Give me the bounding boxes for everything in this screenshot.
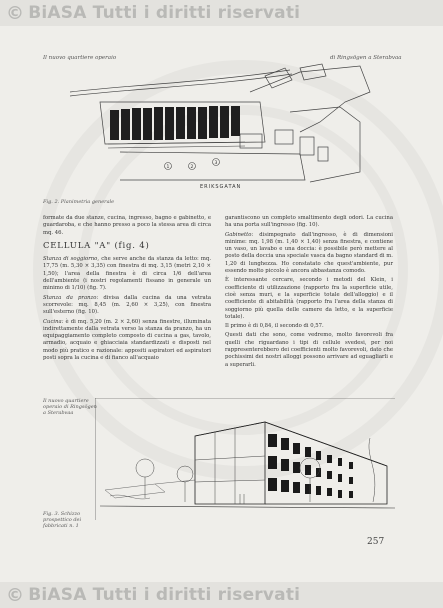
plan-marker-3: 3: [214, 161, 218, 166]
plan-marker-2: 2: [190, 165, 194, 170]
p1-label: Stanza di soggiorno,: [43, 256, 100, 263]
right-p2-text: disimpegnato dall'ingresso, è di dimensioni minime: mq. 1,98 (m. 1,40 × 1,40) senza finestra, e contiene un vaso, un lavabo e una doccia: è possibile però mettere al posto della doccia una speciale vasca da bagno standard di m. 1,20 di lunghezza. Ho constatato che quest'ambiente, pur essendo molto piccolo è ancora abbastanza comodo.: [225, 231, 393, 275]
p3-label: Cucina:: [43, 318, 64, 325]
right-p1: garantiscono un completo smaltimento degli odori. La cucina ha una porta sull'ingresso (fig. 10).: [225, 215, 393, 229]
right-p4: Il primo è di 0,84, il secondo di 0,57.: [225, 323, 324, 330]
caption-fig-3: Fig. 3. Schizzo prospettico dei fabbricati n. 1: [43, 511, 82, 529]
plan-street-label: ERIKSGATAN: [200, 184, 242, 190]
site-plan-figure: [60, 62, 380, 197]
plan-marker-1: 1: [166, 165, 170, 170]
watermark-text-bottom: BiASA Tutti i diritti riservati: [28, 585, 301, 605]
copyright-symbol-bottom: ©: [6, 584, 25, 606]
p2-label: Stanza da pranzo:: [43, 294, 99, 301]
p1-text: che serve anche da stanza da letto: mq. 17,75 (m. 5,30 × 3,35) con finestra di mq. 3,15 (metri 2,10 × 1,50); l'area della finestra è di circa 1/6 dell'area dell'ambiente (i nostri regolamenti fissano in generale un minimo di 1/10) (fig. 7).: [43, 256, 212, 292]
right-p5: Questi dati che sono, come vedremo, molto favorevoli fra quelli che riguardano i tipi di cellule svedesi, per noi rappresenterebbero dei coefficienti molto favorevoli, dato che pochissimi dei nostri alloggi possono arrivare ad eguagliarli e a superarli.: [225, 332, 393, 368]
right-p2-label: Gabinetto:: [225, 231, 254, 238]
watermark-top: [0, 0, 443, 26]
p2-text: divisa dalla cucina da una vetrata scorrevole: mq. 8,45 (m. 2,60 × 3,25), con finestra sull'esterno (fig. 10).: [43, 294, 212, 316]
p3-text: è di mq. 5,20 (m. 2 × 2,60) senza finestre, illuminata indirettamente dalla vetrata verso la stanza da pranzo, ha un equipaggiamento completo composto di cucina a gas, tavolo, armadio, acquaio e ghiacciaia standardizzati e disposti nel modo più pratico e razionale: appositi aspiratori ed aspiratori posti sopra la cucina e di fianco all'acquaio: [43, 318, 211, 362]
copyright-symbol: ©: [6, 2, 25, 24]
watermark-bottom: [0, 582, 443, 608]
watermark-text: BiASA Tutti i diritti riservati: [28, 3, 301, 23]
text-column-left: [43, 215, 211, 364]
left-intro: formate da due stanze, cucina, ingresso, bagno e gabinetto, e guardaroba, e che hanno presso a poco la stessa area di circa mq. 46.: [43, 215, 211, 236]
running-head-right: di Ringsögen a Sterabvaa: [330, 55, 402, 61]
caption-fig-2: Fig. 2. Planimetria generale: [43, 199, 115, 205]
text-column-right: [225, 215, 393, 371]
running-head-left: Il nuovo quartiere operaio: [43, 55, 117, 61]
page-number: 257: [367, 537, 385, 547]
right-p3: È interessante cercare, secondo i metodi del Klein, i coefficiente di utilizzazione (rapporto fra la superficie utile, cioè senza muri, e la superficie totale dell'alloggio) e il coefficiente di abitabilità (rapporto fra l'area della stanza di soggiorno più quella delle camere da letto, e la superficie totale).: [225, 277, 393, 320]
section-heading: CELLULA "A" (fig. 4): [43, 240, 150, 251]
caption-fig-3-heading: Il nuovo quartiere operaio di Ringsögen a Sterabvaa: [43, 398, 97, 416]
perspective-sketch-figure: [95, 398, 395, 520]
